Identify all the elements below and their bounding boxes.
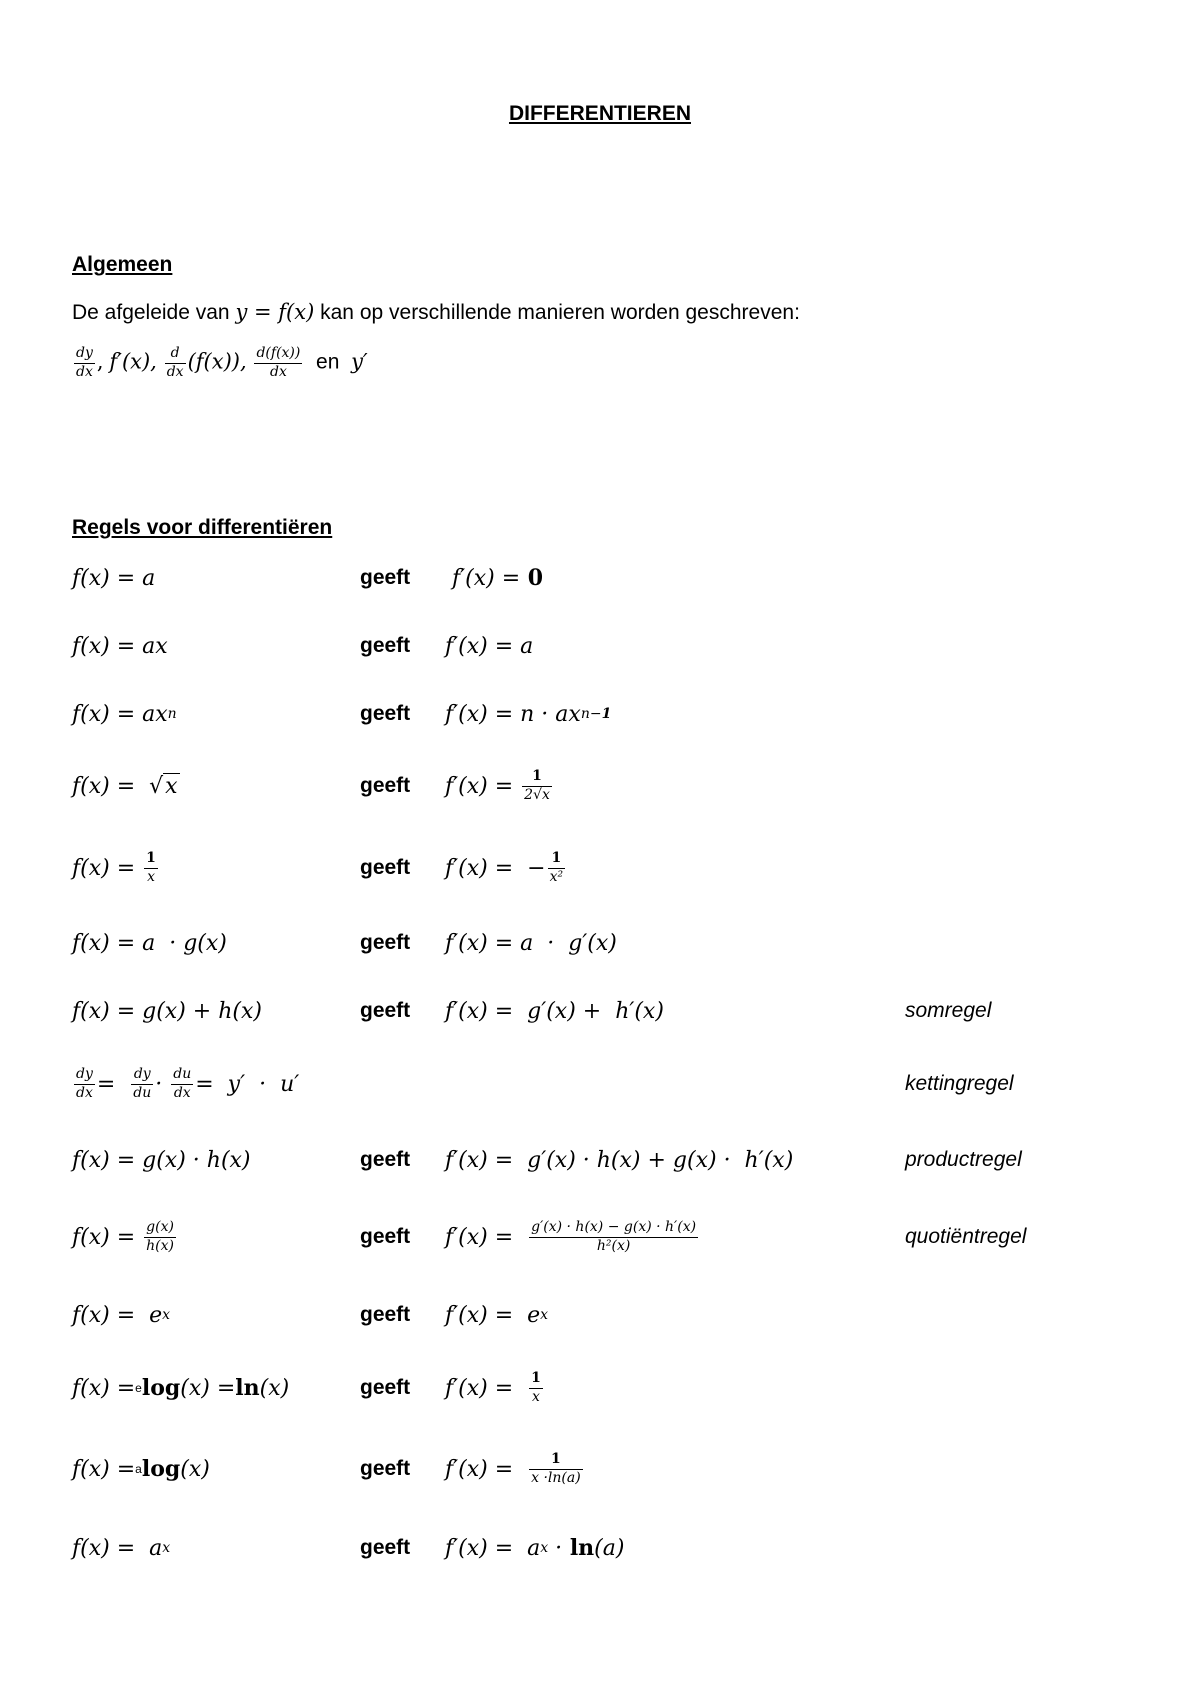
intro-text-after: kan op verschillende manieren worden geschreven:: [320, 301, 800, 324]
rule-row-power: [0, 689, 1200, 739]
section-heading-rules: Regels voor differentiëren: [72, 516, 333, 539]
intro-sentence: [72, 300, 800, 325]
rule-row-reciprocal: [0, 843, 1200, 893]
rule-lhs: f(x) = ax: [72, 633, 168, 659]
rule-lhs: f(x) = g(x) + h(x): [72, 998, 262, 1024]
rule-name-chain: kettingregel: [905, 1072, 1014, 1095]
rule-rhs: f′(x) = $\frac{1}{x}$: [445, 1370, 541, 1405]
gives-word: geeft: [360, 1148, 411, 1171]
rule-name-quotient: quotiëntregel: [905, 1225, 1027, 1248]
derivative-notations: $\frac{dy}{dx}$ , f′(x), $\frac{d}{dx}$ (f(x)), $\frac{d(f(x))}{dx}$ en y′: [76, 345, 368, 380]
gives-word: geeft: [360, 856, 411, 879]
rule-lhs: f(x) = $\frac{1}{x}$: [72, 850, 156, 885]
gives-word: geeft: [360, 1303, 411, 1326]
rule-name-product: productregel: [905, 1148, 1022, 1171]
rule-lhs: f(x) = √x: [72, 773, 178, 799]
gives-word: geeft: [360, 702, 411, 725]
gives-word: geeft: [360, 1225, 411, 1248]
rule-rhs: f′(x) = g′(x) · h(x) + g(x) · h′(x): [445, 1147, 794, 1173]
page-title: DIFFERENTIEREN: [508, 102, 691, 125]
rule-lhs: f(x) = $\frac{g(x)}{h(x)}$: [72, 1219, 174, 1254]
intro-formula: y = f(x): [235, 300, 315, 324]
notation-dy-dx: $\frac{dy}{dx}$: [76, 345, 93, 380]
rule-rhs: f′(x) = n · ax n−1: [445, 701, 612, 727]
notation-d-dx-arg: (f(x)),: [187, 349, 247, 374]
rule-rhs: f′(x) = 0: [452, 565, 544, 591]
rule-row-sum: [0, 986, 1200, 1036]
rule-lhs: f(x) = a: [72, 565, 156, 591]
gives-word: geeft: [360, 999, 411, 1022]
notation-fprime: f′(x),: [109, 349, 157, 374]
rule-row-ln: [0, 1363, 1200, 1413]
rule-row-exp: [0, 1290, 1200, 1340]
gives-word: geeft: [360, 774, 411, 797]
rule-lhs: f(x) = a · g(x): [72, 930, 227, 956]
rule-row-product: [0, 1135, 1200, 1185]
gives-word: geeft: [360, 931, 411, 954]
rule-row-constant: [0, 553, 1200, 603]
rule-rhs: f′(x) = a x · ln (a): [445, 1535, 625, 1561]
rule-row-linear: [0, 621, 1200, 671]
notation-d-f-dx: $\frac{d(f(x))}{dx}$: [256, 345, 301, 380]
gives-word: geeft: [360, 1536, 411, 1559]
rule-rhs: f′(x) = a: [445, 633, 534, 659]
rule-lhs: f(x) = a log (x): [72, 1456, 210, 1482]
gives-word: geeft: [360, 634, 411, 657]
rule-rhs: f′(x) = $\frac{1}{x \cdot\ln(a)}$: [445, 1451, 581, 1486]
intro-text-before: De afgeleide van: [72, 301, 230, 324]
rule-rhs: f′(x) = a · g′(x): [445, 930, 617, 956]
rule-row-chain: [0, 1059, 1200, 1109]
notation-yprime: y′: [351, 349, 368, 374]
rule-lhs: f(x) = e x: [72, 1302, 171, 1328]
notation-d-dx: $\frac{d}{dx}$: [166, 345, 184, 380]
rule-row-log-base-a: [0, 1444, 1200, 1494]
rule-row-sqrt: [0, 761, 1200, 811]
rule-lhs: f(x) = ax n: [72, 701, 177, 727]
rule-row-exp-base-a: [0, 1523, 1200, 1573]
rule-row-constant-multiple: [0, 918, 1200, 968]
section-heading-general: Algemeen: [72, 253, 173, 276]
rule-rhs: f′(x) = $\frac{1}{2√x}$: [445, 768, 550, 803]
rule-rhs: f′(x) = g′(x) + h′(x): [445, 998, 664, 1024]
gives-word: geeft: [360, 1376, 411, 1399]
rule-lhs: $\frac{dy}{dx}$ = $\frac{dy}{du}$ · $\frac{du}{dx}$ = y′ · u′: [76, 1066, 300, 1101]
rule-lhs: f(x) = e log (x) = ln (x): [72, 1375, 290, 1401]
rule-row-quotient: [0, 1212, 1200, 1262]
gives-word: geeft: [360, 566, 411, 589]
notation-and-word: en: [316, 350, 340, 374]
rule-name-sum: somregel: [905, 999, 992, 1022]
gives-word: geeft: [360, 1457, 411, 1480]
rule-lhs: f(x) = g(x) · h(x): [72, 1147, 251, 1173]
rule-lhs: f(x) = a x: [72, 1535, 171, 1561]
rule-rhs: f′(x) = − $\frac{1}{\text{x²}}$: [445, 850, 564, 885]
rule-rhs: f′(x) = $\frac{g'(x) \cdot h(x) - g(x) \cdot h'(x)}{\text{h²(x)}}$: [445, 1219, 697, 1254]
rule-rhs: f′(x) = e x: [445, 1302, 549, 1328]
